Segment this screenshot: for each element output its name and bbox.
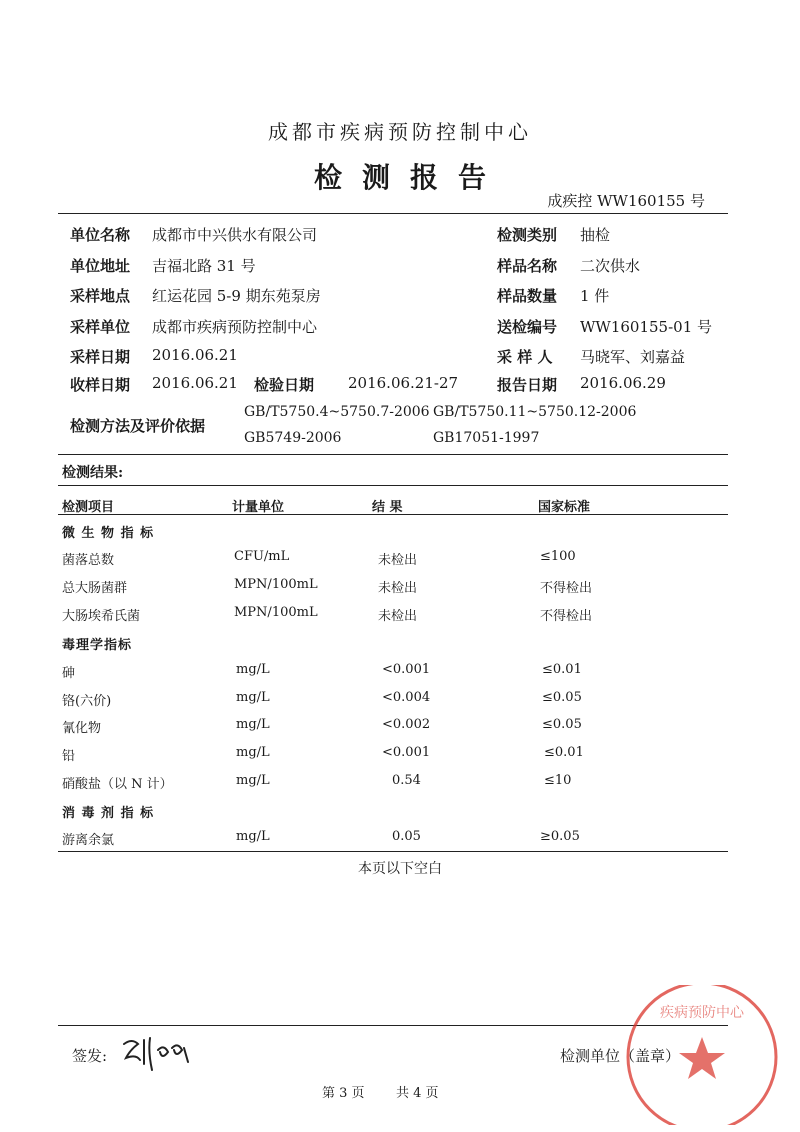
sampler-value: 马晓军、刘嘉益	[580, 348, 686, 366]
method-label: 检测方法及评价依据	[70, 417, 206, 435]
inspection-date-value: 2016.06.21-27	[348, 374, 459, 392]
row-standard: ≤0.05	[542, 717, 582, 732]
column-header-rule	[58, 514, 728, 515]
method-standard: GB17051-1997	[433, 430, 540, 446]
page-total: 共 4 页	[396, 1086, 439, 1101]
row-standard: ≤10	[544, 773, 572, 788]
unit-address-label: 单位地址	[70, 257, 131, 275]
section-title: 消 毒 剂 指 标	[62, 806, 155, 821]
receipt-date-label: 收样日期	[70, 376, 131, 394]
report-date-value: 2016.06.29	[580, 374, 666, 392]
row-result: 0.54	[392, 773, 421, 788]
sample-name-label: 样品名称	[497, 257, 558, 275]
row-item: 硝酸盐（以 N 计）	[62, 777, 173, 792]
organization-name: 成都市疾病预防控制中心	[268, 120, 532, 144]
row-unit: MPN/100mL	[234, 577, 318, 592]
sampling-site-value: 红运花园 5-9 期东苑泵房	[152, 287, 321, 305]
row-result: <0.001	[382, 662, 431, 677]
submission-no-label: 送检编号	[497, 318, 558, 336]
unit-name-label: 单位名称	[70, 226, 131, 244]
submission-no-value: WW160155-01 号	[580, 318, 713, 336]
row-standard: ≤0.01	[542, 662, 582, 677]
row-result: <0.001	[382, 745, 431, 760]
row-item: 总大肠菌群	[62, 581, 128, 596]
column-header-item: 检测项目	[62, 500, 115, 515]
report-number: 成疾控 WW160155 号	[547, 192, 705, 210]
issuer-label: 签发:	[72, 1047, 108, 1065]
sampling-unit-value: 成都市疾病预防控制中心	[152, 318, 318, 336]
sampling-unit-label: 采样单位	[70, 318, 131, 336]
section-title: 毒理学指标	[62, 638, 133, 653]
row-result: 未检出	[378, 581, 418, 596]
row-item: 游离余氯	[62, 833, 115, 848]
section-title: 微 生 物 指 标	[62, 526, 155, 541]
header-rule	[58, 213, 728, 214]
row-item: 菌落总数	[62, 553, 115, 568]
row-item: 砷	[62, 666, 76, 681]
row-result: 未检出	[378, 609, 418, 624]
row-standard: ≥0.05	[540, 829, 580, 844]
row-unit: MPN/100mL	[234, 605, 318, 620]
method-standard: GB5749-2006	[244, 430, 342, 446]
inspection-date-label: 检验日期	[254, 376, 315, 394]
row-result: <0.004	[382, 690, 431, 705]
row-standard: ≤0.05	[542, 690, 582, 705]
test-type-value: 抽检	[580, 226, 611, 244]
row-result: 未检出	[378, 553, 418, 568]
sample-name-value: 二次供水	[580, 257, 641, 275]
page-current: 第 3 页	[322, 1086, 365, 1101]
row-standard: ≤0.01	[544, 745, 584, 760]
blank-page-note: 本页以下空白	[358, 861, 442, 877]
test-type-label: 检测类别	[497, 226, 558, 244]
row-unit: mg/L	[236, 717, 270, 732]
method-standard: GB/T5750.4~5750.7-2006	[244, 404, 430, 420]
row-standard: 不得检出	[540, 609, 593, 624]
row-unit: mg/L	[236, 662, 270, 677]
results-rule	[58, 485, 728, 486]
column-header-unit: 计量单位	[232, 500, 285, 515]
column-header-standard: 国家标准	[538, 500, 591, 515]
row-item: 铬(六价)	[62, 694, 112, 709]
sample-qty-value: 1 件	[580, 287, 610, 305]
row-standard: 不得检出	[540, 581, 593, 596]
row-unit: CFU/mL	[234, 549, 290, 564]
unit-name-value: 成都市中兴供水有限公司	[152, 226, 318, 244]
row-result: <0.002	[382, 717, 431, 732]
row-item: 铅	[62, 749, 76, 764]
sampling-date-value: 2016.06.21	[152, 346, 238, 364]
report-date-label: 报告日期	[497, 376, 558, 394]
row-item: 大肠埃希氏菌	[62, 609, 141, 624]
sampling-site-label: 采样地点	[70, 287, 131, 305]
official-seal-stamp	[606, 985, 796, 1125]
unit-address-value: 吉福北路 31 号	[152, 257, 256, 275]
info-rule	[58, 454, 728, 455]
row-unit: mg/L	[236, 829, 270, 844]
row-unit: mg/L	[236, 773, 270, 788]
sampler-label: 采 样 人	[497, 348, 553, 366]
column-header-result: 结 果	[372, 500, 403, 515]
row-unit: mg/L	[236, 690, 270, 705]
results-heading: 检测结果:	[62, 465, 124, 481]
row-unit: mg/L	[236, 745, 270, 760]
method-standard: GB/T5750.11~5750.12-2006	[433, 404, 637, 420]
row-standard: ≤100	[540, 549, 576, 564]
issuer-signature	[118, 1030, 198, 1074]
row-result: 0.05	[392, 829, 421, 844]
stamp-label: 检测单位（盖章）	[560, 1047, 681, 1065]
sampling-date-label: 采样日期	[70, 348, 131, 366]
sample-qty-label: 样品数量	[497, 287, 558, 305]
receipt-date-value: 2016.06.21	[152, 374, 238, 392]
table-bottom-rule	[58, 851, 728, 852]
svg-text:疾病预防中心: 疾病预防中心	[660, 1005, 744, 1021]
row-item: 氰化物	[62, 721, 102, 736]
report-title: 检测报告	[313, 161, 506, 194]
